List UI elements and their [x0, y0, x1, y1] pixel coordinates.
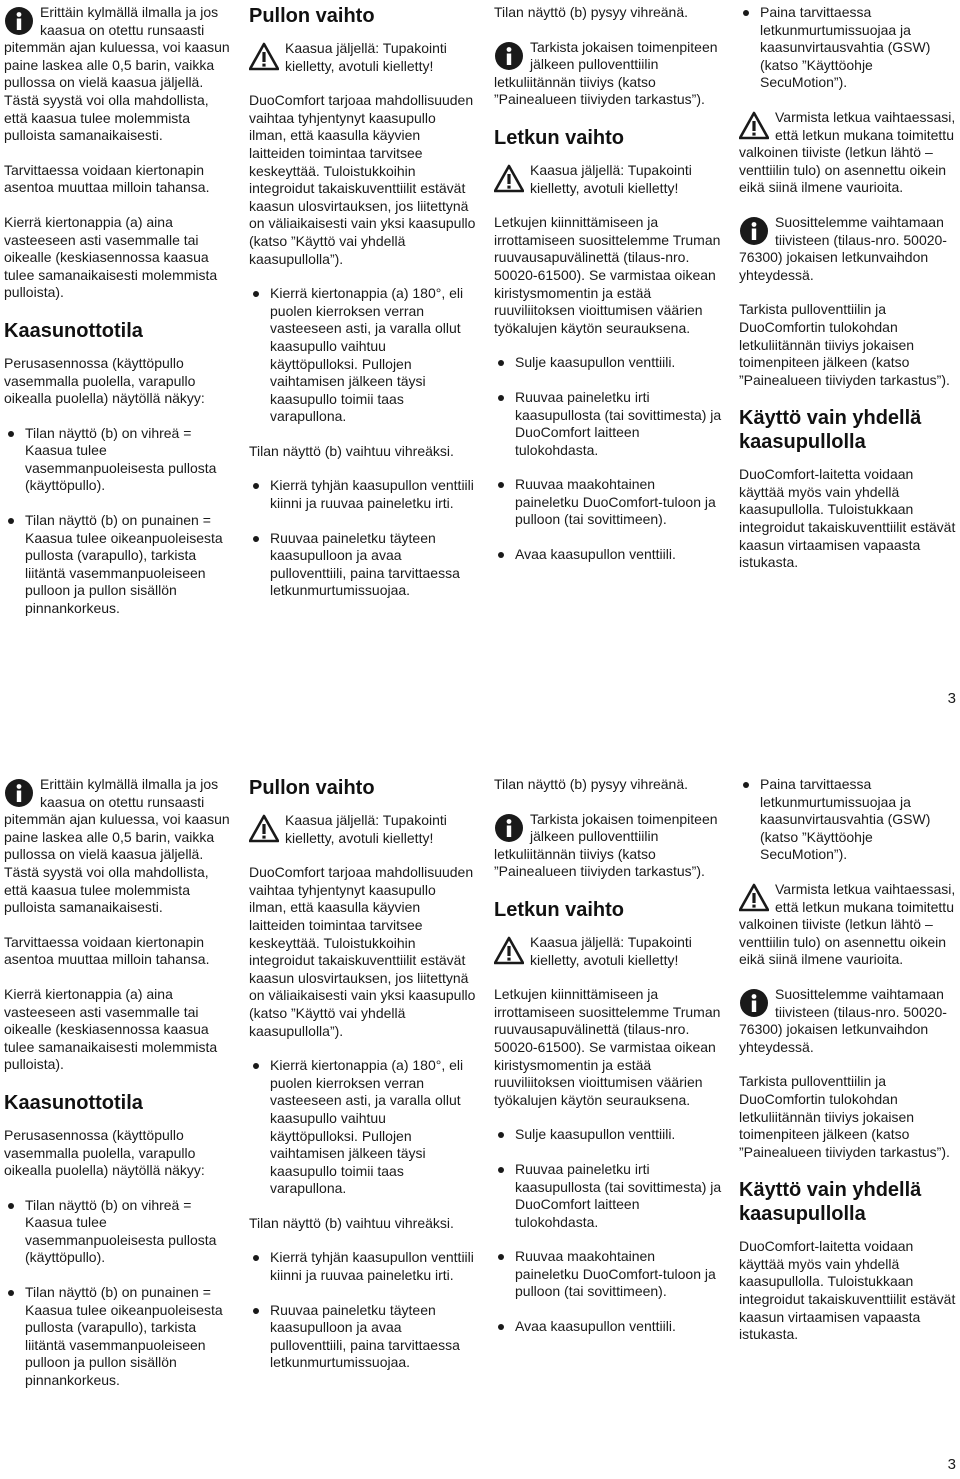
list-item: Tilan näyttö (b) on vihreä = Kaasua tulee vasemmanpuoleisesta pullosta (käyttöpullo). [4, 425, 232, 495]
list-item: Tilan näyttö (b) on vihreä = Kaasua tulee vasemmanpuoleisesta pullosta (käyttöpullo). [4, 1197, 232, 1267]
section-heading-hose-change: Letkun vaihto [494, 898, 625, 921]
paragraph: Letkujen kiinnittämiseen ja irrottamiseen suosittelemme Truman ruuvausapuvälinettä (tilaus-nro. 50020-61500). Se varmistaa oikean kiristysmomentin ja estää ruuviliitoksen vioittumisen väärien työkalujen käytön seurauksena. [494, 986, 721, 1108]
list-item: Sulje kaasupullon venttiili. [494, 354, 722, 372]
paragraph: Tarvittaessa voidaan kiertonapin asentoa muuttaa milloin tahansa. [4, 933, 210, 968]
bullet-list [739, 776, 957, 864]
warning-text: Kaasua jäljellä: Tupakointi kielletty, avotuli kielletty! [530, 161, 692, 196]
info-note-text: Tarkista jokaisen toimenpiteen jälkeen pulloventtiilin letkuliitännän tiiviys (katso ”Painealueen tiiviyden tarkastus”). [494, 38, 718, 108]
warning-icon [494, 936, 524, 966]
info-icon [739, 216, 769, 246]
paragraph: Kierrä kiertonappia (a) aina vasteeseen asti vasemmalle tai oikealle (keskiasennossa kaasua tulee samanaikaisesti molemmista pulloista). [4, 213, 218, 301]
section-heading-gas-mode: Kaasunottotila [4, 319, 143, 342]
bullet-list [249, 477, 477, 600]
section-heading-hose-change: Letkun vaihto [494, 126, 625, 149]
list-item: Paina tarvittaessa letkunmurtumissuojaa ja kaasunvirtausvahtia (GSW) (katso ”Käyttöohje SecuMotion”). [739, 776, 957, 864]
page-number: 3 [947, 1456, 956, 1473]
list-item: Ruuvaa paineletku täyteen kaasupulloon ja avaa pulloventtiili, paina tarvittaessa letkunmurtumissuojaa. [249, 1302, 477, 1372]
warning-icon [249, 814, 279, 844]
list-item: Ruuvaa paineletku täyteen kaasupulloon ja avaa pulloventtiili, paina tarvittaessa letkunmurtumissuojaa. [249, 530, 477, 600]
info-note [494, 39, 722, 109]
warning-text: Varmista letkua vaihtaessasi, että letkun mukana toimitettu valkoinen tiiviste (letkun lähtö – venttiilin tulo) on asennettu oikein eikä siinä ilmene vaurioita. [739, 880, 956, 968]
list-item: Avaa kaasupullon venttiili. [494, 1318, 722, 1336]
paragraph: Letkujen kiinnittämiseen ja irrottamiseen suosittelemme Truman ruuvausapuvälinettä (tilaus-nro. 50020-61500). Se varmistaa oikean kiristysmomentin ja estää ruuviliitoksen vioittumisen väärien työkalujen käytön seurauksena. [494, 214, 721, 336]
section-heading-single-bottle: Käyttö vain yhdellä kaasupullolla [739, 1179, 922, 1226]
info-note [4, 4, 232, 145]
paragraph: Kierrä kiertonappia (a) aina vasteeseen asti vasemmalle tai oikealle (keskiasennossa kaasua tulee samanaikaisesti molemmista pulloista). [4, 985, 218, 1073]
list-item: Ruuvaa maakohtainen paineletku DuoComfort-tuloon ja pulloon (tai sovittimeen). [494, 476, 722, 529]
paragraph: Tarvittaessa voidaan kiertonapin asentoa muuttaa milloin tahansa. [4, 161, 210, 196]
warning-note [739, 881, 957, 969]
info-note-text: Erittäin kylmällä ilmalla ja jos kaasua on otettu runsaasti pitemmän ajan kuluessa, voi kaasun paine laskea alle 0,5 barin, vaikka pullossa on vielä kaasua jäljellä. Tästä syystä voi olla mahdollista, että kaasua tulee molemmista pulloista samanaikaisesti. [4, 776, 230, 916]
bullet-list [249, 285, 477, 426]
paragraph: DuoComfort-laitetta voidaan käyttää myös vain yhdellä kaasupullolla. Tuloistukkaan integroidut takaiskuventtiilit estävät kaasun virtaamisen vapaasta istukasta. [739, 466, 956, 571]
warning-note [249, 812, 477, 847]
column-2 [249, 4, 477, 617]
column-4 [739, 776, 957, 1361]
column-2 [249, 776, 477, 1389]
info-note-text: Erittäin kylmällä ilmalla ja jos kaasua on otettu runsaasti pitemmän ajan kuluessa, voi kaasun paine laskea alle 0,5 barin, vaikka pullossa on vielä kaasua jäljellä. Tästä syystä voi olla mahdollista, että kaasua tulee molemmista pulloista samanaikaisesti. [4, 4, 230, 144]
bullet-list [494, 1126, 722, 1335]
bullet-list [739, 4, 957, 92]
section-heading-bottle-change: Pullon vaihto [249, 777, 375, 799]
page-copy-bottom [0, 776, 960, 1479]
warning-icon [494, 164, 524, 194]
warning-text: Varmista letkua vaihtaessasi, että letkun mukana toimitettu valkoinen tiiviste (letkun lähtö – venttiilin tulo) on asennettu oikein eikä siinä ilmene vaurioita. [739, 108, 956, 196]
bullet-list [4, 1197, 232, 1390]
paragraph: Tilan näyttö (b) vaihtuu vihreäksi. [249, 1214, 454, 1231]
info-note-text: Suosittelemme vaihtamaan tiivisteen (tilaus-nro. 50020-76300) jokaisen letkunvaihdon yhteydessä. [739, 985, 947, 1055]
paragraph: DuoComfort tarjoaa mahdollisuuden vaihtaa tyhjentynyt kaasupullo ilman, että kaasulla käyvien laitteiden toimintaa tarvitsee keskeyttää. Tuloistukkoihin integroidut takaiskuventtiilit estävät kaasun ulosvirtauksen, jos liitettynä on väliaikaisesti vain yksi kaasupullo (katso ”Käyttö vai yhdellä kaasupullolla”). [249, 864, 476, 1039]
column-1 [4, 4, 232, 635]
info-note-text: Suosittelemme vaihtamaan tiivisteen (tilaus-nro. 50020-76300) jokaisen letkunvaihdon yhteydessä. [739, 213, 947, 283]
info-note [494, 811, 722, 881]
paragraph: Tilan näyttö (b) vaihtuu vihreäksi. [249, 442, 454, 459]
info-icon [4, 778, 34, 808]
paragraph: Tarkista pulloventtiilin ja DuoComfortin tulokohdan letkuliitännän tiiviys jokaisen toimenpiteen jälkeen (katso ”Painealueen tiiviyden tarkastus”). [739, 301, 950, 388]
warning-icon [739, 883, 769, 913]
bullet-list [249, 1057, 477, 1198]
warning-note [494, 934, 722, 969]
list-item: Kierrä kiertonappia (a) 180°, eli puolen kierroksen verran vasteeseen asti, ja varalla ollut kaasupullo vaihtuu käyttöpulloksi. Pullojen vaihtamisen jälkeen täysi kaasupullo toimii taas varapullona. [249, 1057, 477, 1198]
list-item: Avaa kaasupullon venttiili. [494, 546, 722, 564]
info-note [739, 986, 957, 1056]
list-item: Paina tarvittaessa letkunmurtumissuojaa ja kaasunvirtausvahtia (GSW) (katso ”Käyttöohje SecuMotion”). [739, 4, 957, 92]
section-heading-bottle-change: Pullon vaihto [249, 5, 375, 27]
info-icon [4, 6, 34, 36]
info-note [739, 214, 957, 284]
list-item: Ruuvaa paineletku irti kaasupullosta (tai sovittimesta) ja DuoComfort laitteen tulokohdasta. [494, 389, 722, 459]
paragraph: Perusasennossa (käyttöpullo vasemmalla puolella, varapullo oikealla puolella) näytöllä näkyy: [4, 1126, 205, 1179]
page-number: 3 [947, 690, 956, 707]
list-item: Tilan näyttö (b) on punainen = Kaasua tulee oikeanpuoleisesta pullosta (varapullo), tarkista liitäntä vasemmanpuoleiseen pulloon ja pullon sisällön pinnankorkeus. [4, 1284, 232, 1390]
column-3 [494, 4, 722, 581]
list-item: Kierrä tyhjän kaasupullon venttiili kiinni ja ruuvaa paineletku irti. [249, 1249, 477, 1284]
bullet-list [4, 425, 232, 618]
page-copy-top [0, 4, 960, 739]
column-3 [494, 776, 722, 1353]
paragraph: Tarkista pulloventtiilin ja DuoComfortin tulokohdan letkuliitännän tiiviys jokaisen toimenpiteen jälkeen (katso ”Painealueen tiiviyden tarkastus”). [739, 1073, 950, 1160]
warning-icon [739, 111, 769, 141]
info-icon [494, 41, 524, 71]
info-note-text: Tarkista jokaisen toimenpiteen jälkeen pulloventtiilin letkuliitännän tiiviys (katso ”Painealueen tiiviyden tarkastus”). [494, 810, 718, 880]
warning-note [739, 109, 957, 197]
section-heading-single-bottle: Käyttö vain yhdellä kaasupullolla [739, 407, 922, 454]
paragraph: Tilan näyttö (b) pysyy vihreänä. [494, 4, 689, 20]
bullet-list [494, 354, 722, 563]
list-item: Ruuvaa paineletku irti kaasupullosta (tai sovittimesta) ja DuoComfort laitteen tulokohdasta. [494, 1161, 722, 1231]
warning-text: Kaasua jäljellä: Tupakointi kielletty, avotuli kielletty! [530, 933, 692, 968]
paragraph: DuoComfort tarjoaa mahdollisuuden vaihtaa tyhjentynyt kaasupullo ilman, että kaasulla käyvien laitteiden toimintaa tarvitsee keskeyttää. Tuloistukkoihin integroidut takaiskuventtiilit estävät kaasun ulosvirtauksen, jos liitettynä on väliaikaisesti vain yksi kaasupullo (katso ”Käyttö vai yhdellä kaasupullolla”). [249, 92, 476, 267]
column-4 [739, 4, 957, 589]
info-icon [739, 988, 769, 1018]
paragraph: DuoComfort-laitetta voidaan käyttää myös vain yhdellä kaasupullolla. Tuloistukkaan integroidut takaiskuventtiilit estävät kaasun virtaamisen vapaasta istukasta. [739, 1238, 956, 1343]
warning-text: Kaasua jäljellä: Tupakointi kielletty, avotuli kielletty! [285, 812, 447, 846]
warning-text: Kaasua jäljellä: Tupakointi kielletty, avotuli kielletty! [285, 40, 447, 74]
column-1 [4, 776, 232, 1407]
bullet-list [249, 1249, 477, 1372]
list-item: Kierrä tyhjän kaasupullon venttiili kiinni ja ruuvaa paineletku irti. [249, 477, 477, 512]
list-item: Sulje kaasupullon venttiili. [494, 1126, 722, 1144]
paragraph: Tilan näyttö (b) pysyy vihreänä. [494, 776, 689, 792]
list-item: Kierrä kiertonappia (a) 180°, eli puolen kierroksen verran vasteeseen asti, ja varalla ollut kaasupullo vaihtuu käyttöpulloksi. Pullojen vaihtamisen jälkeen täysi kaasupullo toimii taas varapullona. [249, 285, 477, 426]
list-item: Tilan näyttö (b) on punainen = Kaasua tulee oikeanpuoleisesta pullosta (varapullo), tarkista liitäntä vasemmanpuoleiseen pulloon ja pullon sisällön pinnankorkeus. [4, 512, 232, 618]
paragraph: Perusasennossa (käyttöpullo vasemmalla puolella, varapullo oikealla puolella) näytöllä näkyy: [4, 354, 205, 407]
info-note [4, 776, 232, 917]
warning-icon [249, 42, 279, 72]
info-icon [494, 813, 524, 843]
warning-note [249, 40, 477, 75]
section-heading-gas-mode: Kaasunottotila [4, 1091, 143, 1114]
warning-note [494, 162, 722, 197]
list-item: Ruuvaa maakohtainen paineletku DuoComfort-tuloon ja pulloon (tai sovittimeen). [494, 1248, 722, 1301]
